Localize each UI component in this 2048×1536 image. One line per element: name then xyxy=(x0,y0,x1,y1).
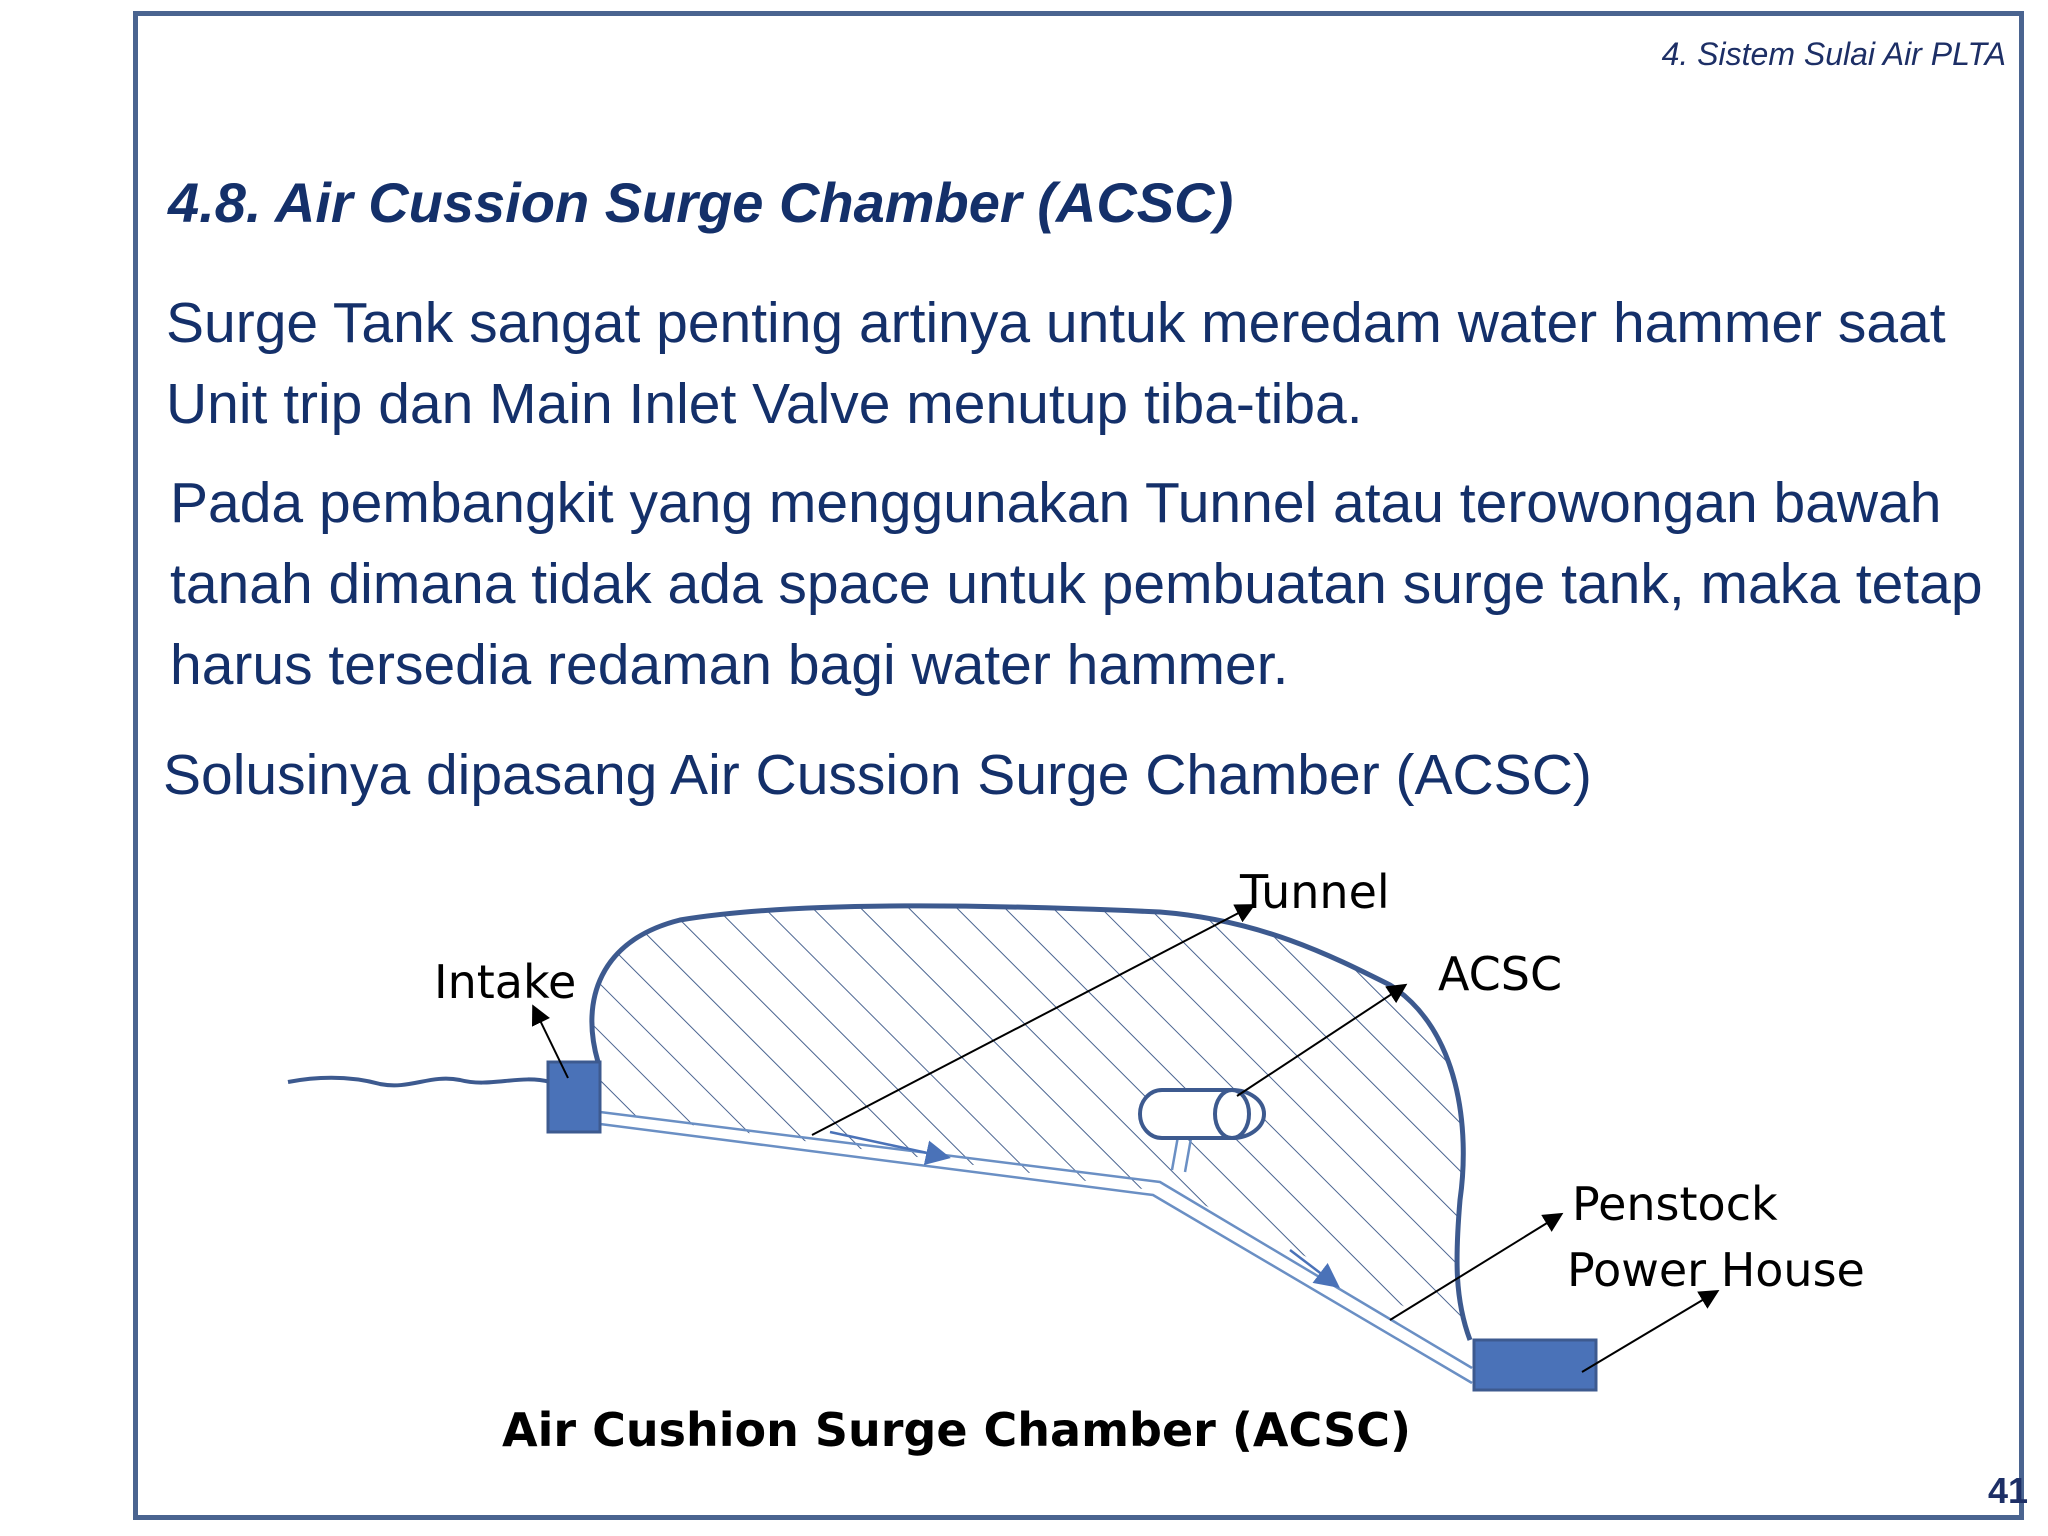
intake-block xyxy=(548,1062,600,1132)
tunnel-label: Tunnel xyxy=(1240,865,1390,919)
page-number: 41 xyxy=(1987,1470,2028,1511)
penstock-label: Penstock xyxy=(1572,1177,1778,1231)
power-house-label: Power House xyxy=(1567,1243,1865,1297)
paragraph-3: Solusinya dipasang Air Cussion Surge Chamber (ACSC) xyxy=(163,743,1592,807)
acsc-label: ACSC xyxy=(1438,947,1563,1001)
slide-header: 4. Sistem Sulai Air PLTA xyxy=(1661,36,2006,72)
water-surface xyxy=(288,1078,550,1086)
diagram-caption: Air Cushion Surge Chamber (ACSC) xyxy=(502,1403,1411,1457)
paragraph-2: Pada pembangkit yang menggunakan Tunnel atau terowongan bawah tanah dimana tidak ada space untuk pembuatan surge tank, maka tetap harus tersedia redaman bagi water hammer. xyxy=(170,471,1983,697)
power-house-block xyxy=(1474,1340,1596,1390)
acsc-chamber xyxy=(1140,1090,1264,1138)
intake-label: Intake xyxy=(434,955,577,1009)
paragraph-1: Surge Tank sangat penting artinya untuk meredam water hammer saat Unit trip dan Main Inlet Valve menutup tiba-tiba. xyxy=(166,291,1946,436)
rock-mass xyxy=(580,890,1480,1360)
slide-title: 4.8. Air Cussion Surge Chamber (ACSC) xyxy=(168,171,1234,234)
